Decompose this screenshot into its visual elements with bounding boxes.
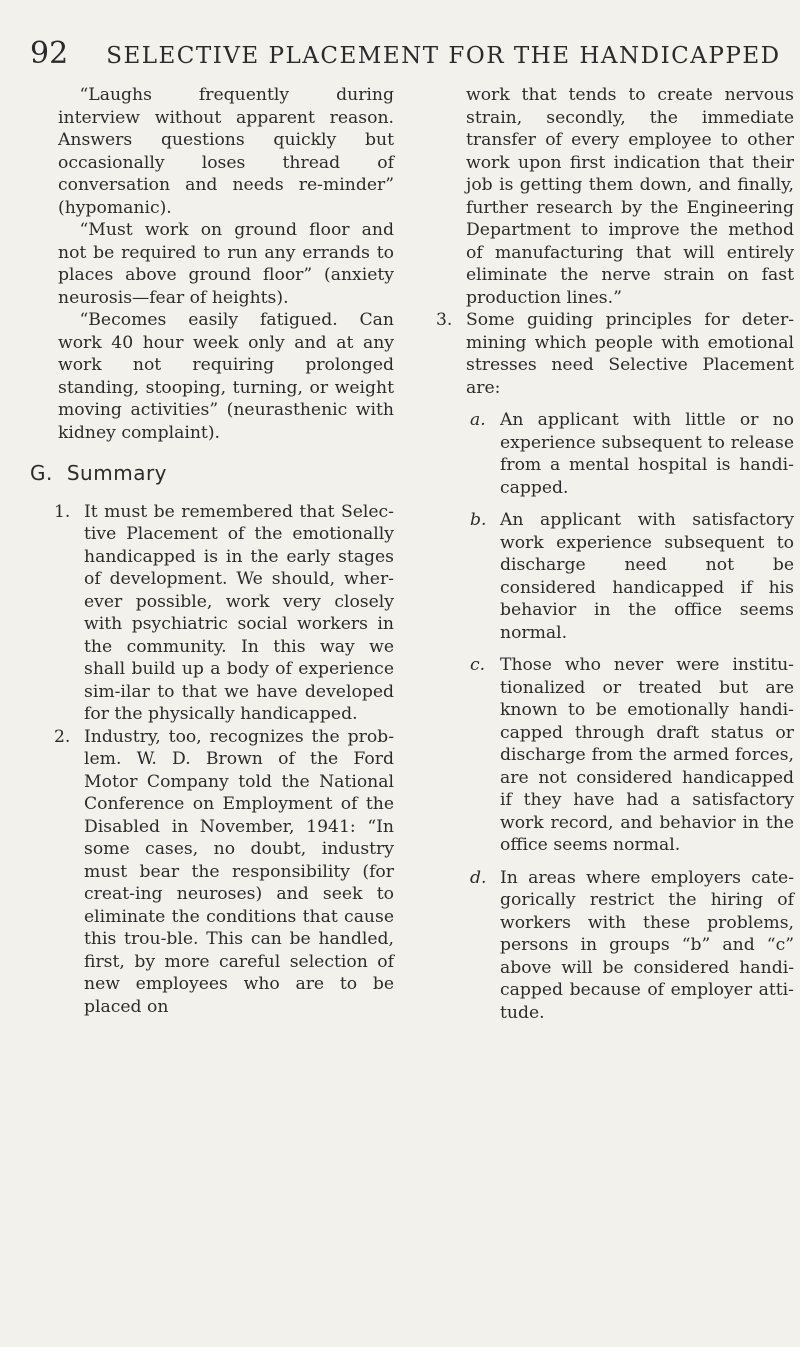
lettered-item [466, 509, 794, 644]
page-header [30, 36, 790, 71]
lettered-item [466, 867, 794, 1025]
lettered-item [466, 409, 794, 499]
item-number: 3. [436, 310, 453, 330]
numbered-item [436, 309, 794, 399]
numbered-item [54, 726, 394, 1019]
right-column [436, 84, 794, 1024]
quote-paragraph: “Laughs frequently during interview without apparent reason. Answers questions quickly but occasionally loses thread of conversation and needs re-minder” (hypomanic). [58, 85, 394, 218]
item-text: An applicant with little or no experience subsequent to release from a mental hospital is handi-capped. [500, 410, 794, 498]
item-letter: b. [470, 510, 487, 530]
item-number: 2. [54, 726, 71, 747]
item-text: Those who never were institu-tionalized or treated but are known to be emotionally handi-capped through draft status or discharge from the armed forces, are not considered handicapped if they have had a satisfactory work record, and behavior in the office seems normal. [500, 655, 794, 855]
item-letter: a. [470, 410, 486, 430]
section-heading [30, 461, 394, 485]
page-number: 92 [30, 36, 69, 71]
item-text: It must be remembered that Selec-tive Placement of the emotionally handicapped is in the early stages of development. We should, wher-ever possible, work very closely with psychiatric social workers in the community. In this way we shall build up a body of experience sim-ilar to that we have developed for the physically handicapped. [84, 501, 394, 724]
left-column [30, 84, 394, 1018]
item-text: Some guiding principles for deter-mining which people with emotional stresses need Selective Placement are: [466, 310, 794, 398]
quote-paragraph: “Becomes easily fatigued. Can work 40 hour week only and at any work not requiring prolonged standing, stooping, turning, or weight moving activities” (neurasthenic with kidney complaint). [58, 310, 394, 443]
item-text: An applicant with satisfactory work experience subsequent to discharge need not be considered handicapped if his behavior in the office seems normal. [500, 510, 794, 643]
item-number: 1. [54, 501, 71, 522]
item-letter: d. [470, 867, 487, 888]
running-title: SELECTIVE PLACEMENT FOR THE HANDICAPPED [106, 43, 781, 69]
item-letter: c. [470, 655, 486, 675]
section-letter: G. [30, 461, 53, 485]
numbered-item [54, 501, 394, 726]
item-text: Industry, too, recognizes the prob-lem. W. D. Brown of the Ford Motor Company told the National Conference on Employment of the Disabled in November, 1941: “In some cases, no doubt, industry must bear the responsibility (for creat-ing neuroses) and seek to eliminate the conditions that cause this trou-ble. This can be handled, first, by more careful selection of new employees who are to be placed on [84, 726, 394, 1017]
continuation-paragraph: work that tends to create nervous strain, secondly, the immediate transfer of every employee to other work upon first indication that their job is getting them down, and finally, further research by the Engineering Department to improve the method of manufacturing that will entirely eliminate the nerve strain on fast production lines.” [466, 85, 794, 308]
section-title: Summary [66, 461, 168, 485]
lettered-item [466, 654, 794, 857]
item-text: In areas where employers cate-gorically restrict the hiring of workers with these problems, persons in groups “b” and “c” above will be considered handi-capped because of employer atti-tude. [500, 867, 794, 1023]
quote-paragraph: “Must work on ground floor and not be required to run any errands to places above ground floor” (anxiety neurosis—fear of heights). [58, 220, 394, 308]
